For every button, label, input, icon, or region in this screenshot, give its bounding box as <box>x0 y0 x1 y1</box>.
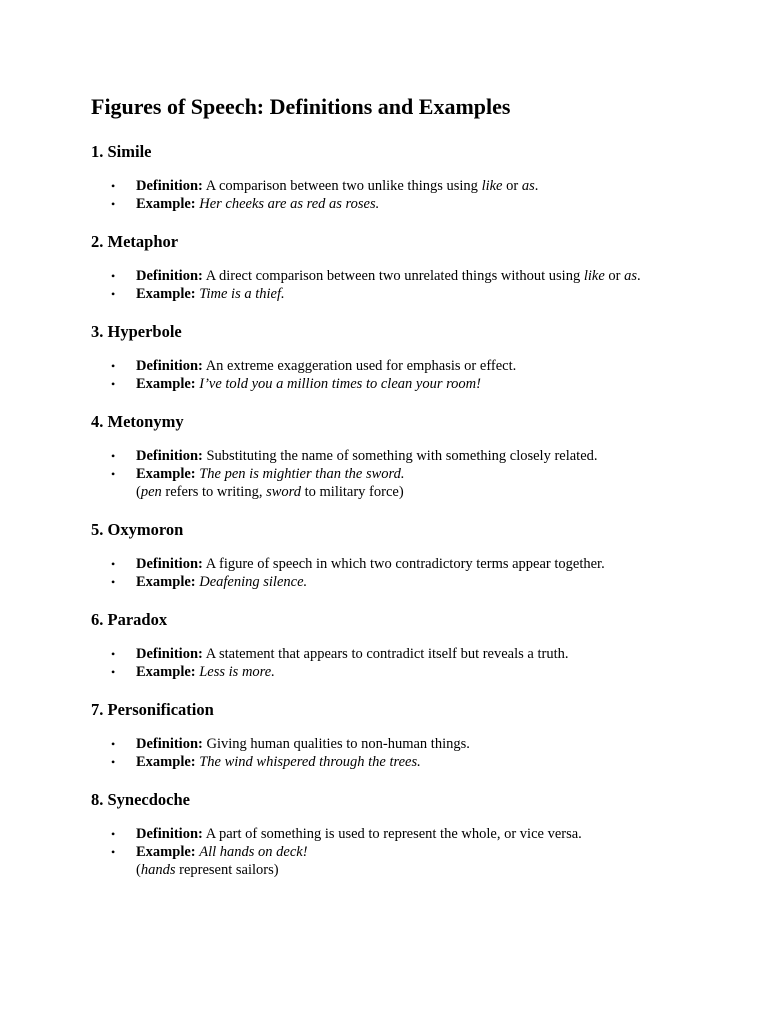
example-item <box>91 285 731 303</box>
text-run: A statement that appears to contradict itself but reveals a truth. <box>205 646 569 662</box>
bullet-icon: • <box>111 755 116 769</box>
definition-item <box>91 555 731 573</box>
document-title: Figures of Speech: Definitions and Examples <box>91 94 511 119</box>
bullet-icon: • <box>111 269 116 283</box>
definition-label: Definition: <box>136 268 203 284</box>
bullet-icon: • <box>111 647 116 661</box>
italic-text: like <box>481 178 503 194</box>
example-label: Example: <box>136 286 196 302</box>
bullet-icon: • <box>111 179 116 193</box>
bullet-icon: • <box>111 359 116 373</box>
italic-text: hands <box>140 862 176 878</box>
section-heading: 4. Metonymy <box>91 412 184 431</box>
text-run: A part of something is used to represent the whole, or vice versa. <box>205 826 582 842</box>
bullet-list <box>91 645 731 681</box>
example-note <box>136 861 731 879</box>
definition-label: Definition: <box>136 826 203 842</box>
bullet-icon: • <box>111 665 116 679</box>
example-item <box>91 465 731 501</box>
bullet-list <box>91 447 731 501</box>
definition-label: Definition: <box>136 646 203 662</box>
example-item <box>91 375 731 393</box>
definition-label: Definition: <box>136 736 203 752</box>
section <box>91 609 731 681</box>
text-run: to military force) <box>301 484 404 500</box>
italic-text: as <box>624 268 638 284</box>
text-run: ( <box>136 862 141 878</box>
definition-item <box>91 357 731 375</box>
bullet-list <box>91 177 731 213</box>
definition-label: Definition: <box>136 178 203 194</box>
section-heading: 3. Hyperbole <box>91 322 182 341</box>
italic-text: Less is more. <box>199 664 275 680</box>
definition-item <box>91 267 731 285</box>
example-item <box>91 753 731 771</box>
bullet-icon: • <box>111 377 116 391</box>
definition-item <box>91 447 731 465</box>
example-item <box>91 573 731 591</box>
bullet-icon: • <box>111 449 116 463</box>
section-heading: 2. Metaphor <box>91 232 179 251</box>
italic-text: Her cheeks are as red as roses. <box>199 196 380 212</box>
bullet-icon: • <box>111 845 116 859</box>
bullet-icon: • <box>111 575 116 589</box>
bullet-icon: • <box>111 467 116 481</box>
text-run: or <box>502 178 522 194</box>
bullet-icon: • <box>111 197 116 211</box>
example-label: Example: <box>136 196 196 212</box>
section-heading: 1. Simile <box>91 142 152 161</box>
bullet-icon: • <box>111 827 116 841</box>
definition-item <box>91 645 731 663</box>
bullet-list <box>91 825 731 879</box>
bullet-icon: • <box>111 287 116 301</box>
bullet-list <box>91 735 731 771</box>
definition-item <box>91 825 731 843</box>
bullet-list <box>91 555 731 591</box>
definition-label: Definition: <box>136 358 203 374</box>
bullet-icon: • <box>111 557 116 571</box>
italic-text: All hands on deck! <box>199 844 308 860</box>
italic-text: like <box>583 268 605 284</box>
example-label: Example: <box>136 574 196 590</box>
section <box>91 141 731 213</box>
italic-text: as <box>521 178 535 194</box>
example-label: Example: <box>136 376 196 392</box>
section <box>91 321 731 393</box>
section-heading: 5. Oxymoron <box>91 520 184 539</box>
example-label: Example: <box>136 466 196 482</box>
document-page <box>91 92 731 879</box>
definition-item <box>91 735 731 753</box>
example-item <box>91 843 731 879</box>
text-run: or <box>604 268 625 284</box>
example-label: Example: <box>136 664 196 680</box>
example-item <box>91 195 731 213</box>
bullet-list <box>91 357 731 393</box>
section-heading: 7. Personification <box>91 700 214 719</box>
text-run: ( <box>136 484 141 500</box>
italic-text: Deafening silence. <box>199 574 308 590</box>
italic-text: sword <box>266 484 301 500</box>
section <box>91 519 731 591</box>
section <box>91 789 731 879</box>
text-run: A figure of speech in which two contradictory terms appear together. <box>205 556 605 572</box>
definition-item <box>91 177 731 195</box>
section-heading: 6. Paradox <box>91 610 168 629</box>
text-run: A comparison between two unlike things using <box>205 178 482 194</box>
example-item <box>91 663 731 681</box>
definition-label: Definition: <box>136 556 203 572</box>
section-heading: 8. Synecdoche <box>91 790 190 809</box>
text-run: An extreme exaggeration used for emphasis or effect. <box>205 358 517 374</box>
bullet-list <box>91 267 731 303</box>
example-label: Example: <box>136 844 196 860</box>
text-run: Substituting the name of something with something closely related. <box>206 448 598 464</box>
text-run: represent sailors) <box>175 862 279 878</box>
section <box>91 699 731 771</box>
example-label: Example: <box>136 754 196 770</box>
text-run: Giving human qualities to non-human things. <box>206 736 470 752</box>
definition-label: Definition: <box>136 448 203 464</box>
text-run: refers to writing, <box>161 484 267 500</box>
text-run: . <box>534 178 539 194</box>
text-run: . <box>637 268 641 284</box>
text-run: A direct comparison between two unrelated things without using <box>205 268 584 284</box>
italic-text: The pen is mightier than the sword. <box>199 466 405 482</box>
italic-text: I’ve told you a million times to clean your room! <box>199 376 481 392</box>
bullet-icon: • <box>111 737 116 751</box>
section <box>91 231 731 303</box>
italic-text: pen <box>140 484 162 500</box>
italic-text: The wind whispered through the trees. <box>199 754 421 770</box>
section <box>91 411 731 501</box>
sections-container <box>91 141 731 879</box>
example-note <box>136 483 731 501</box>
italic-text: Time is a thief. <box>199 286 285 302</box>
